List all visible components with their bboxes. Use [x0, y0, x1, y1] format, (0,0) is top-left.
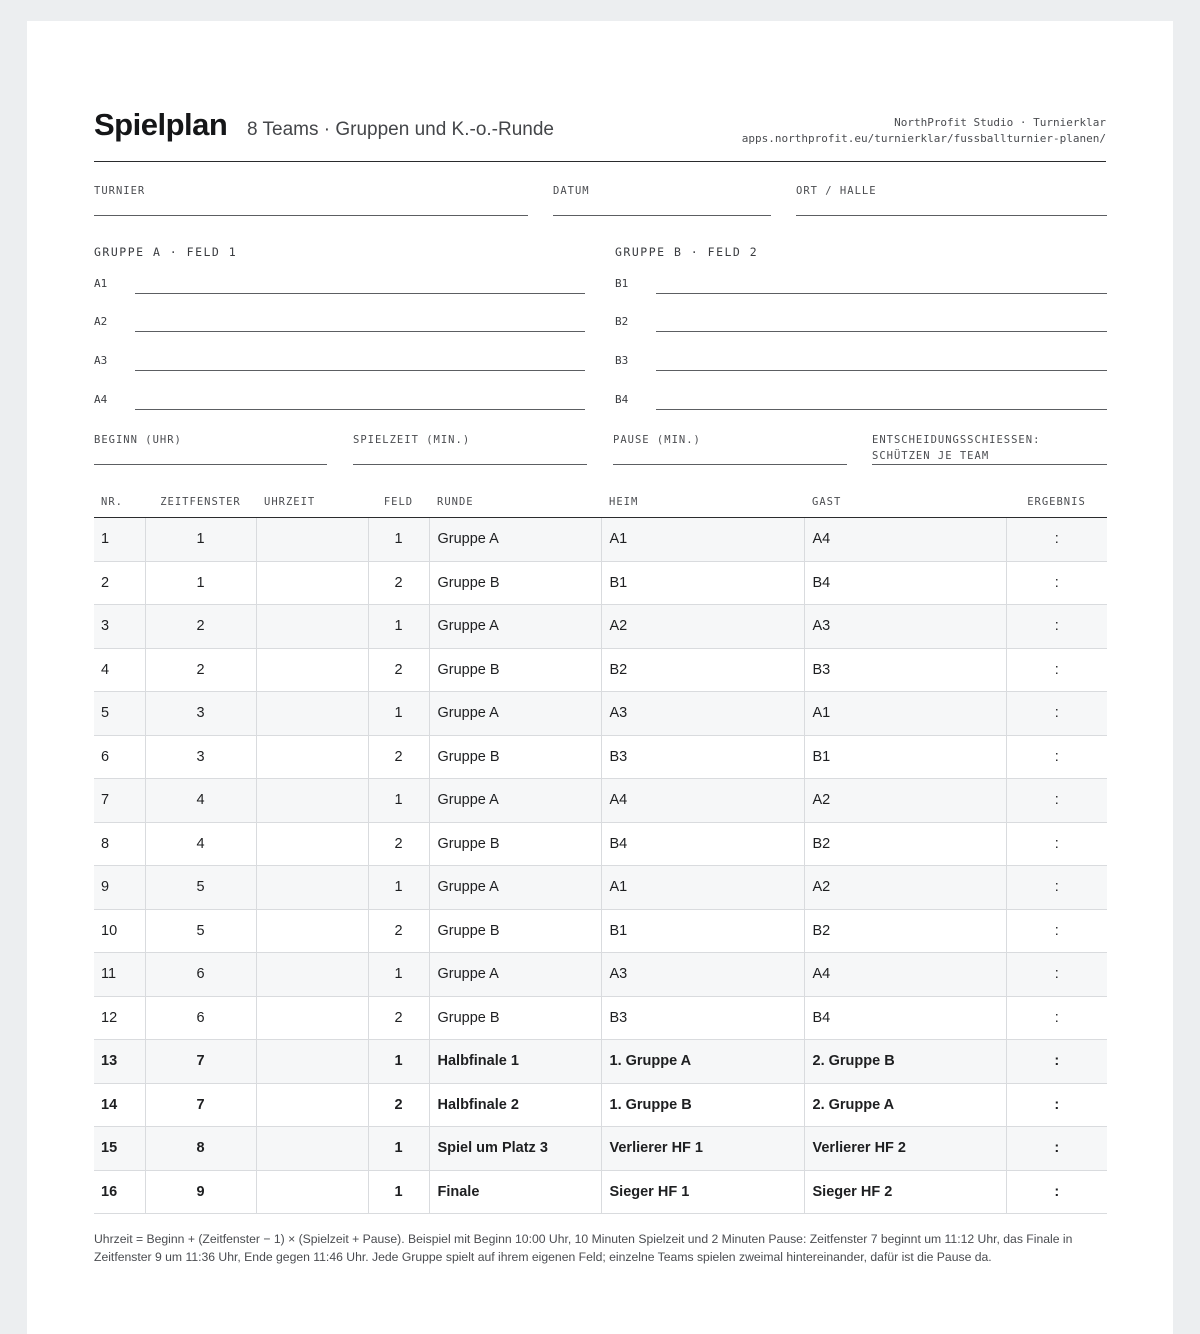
cell-feld: 2 [368, 1083, 429, 1127]
cell-uhrzeit[interactable] [256, 1127, 368, 1171]
slot-line [135, 370, 585, 371]
table-row [94, 779, 1107, 823]
cell-ergebnis[interactable]: : [1006, 1040, 1107, 1084]
cell-gast: 2. Gruppe B [804, 1040, 1006, 1084]
slot-code: A3 [94, 354, 108, 367]
cell-zeitfenster: 2 [145, 648, 256, 692]
schedule-table [94, 487, 1107, 1214]
col-header-heim: HEIM [601, 487, 804, 518]
cell-uhrzeit[interactable] [256, 518, 368, 562]
sheet-header [94, 109, 1106, 162]
cell-runde: Halbfinale 2 [429, 1083, 601, 1127]
cell-runde: Gruppe B [429, 735, 601, 779]
cell-nr: 15 [94, 1127, 145, 1171]
slot-line [656, 293, 1107, 294]
shootout-label [872, 432, 1040, 464]
cell-ergebnis[interactable]: : [1006, 735, 1107, 779]
cell-uhrzeit[interactable] [256, 953, 368, 997]
slot-line [135, 293, 585, 294]
table-row [94, 909, 1107, 953]
cell-heim: B3 [601, 996, 804, 1040]
cell-ergebnis[interactable]: : [1006, 605, 1107, 649]
ort-field[interactable] [796, 183, 1107, 216]
cell-uhrzeit[interactable] [256, 1083, 368, 1127]
cell-zeitfenster: 6 [145, 996, 256, 1040]
table-row [94, 996, 1107, 1040]
cell-ergebnis[interactable]: : [1006, 866, 1107, 910]
cell-nr: 1 [94, 518, 145, 562]
cell-ergebnis[interactable]: : [1006, 953, 1107, 997]
cell-zeitfenster: 8 [145, 1127, 256, 1171]
cell-gast: A4 [804, 953, 1006, 997]
cell-feld: 2 [368, 561, 429, 605]
cell-nr: 16 [94, 1170, 145, 1214]
slot-code: A2 [94, 315, 108, 328]
cell-ergebnis[interactable]: : [1006, 518, 1107, 562]
cell-runde: Gruppe A [429, 605, 601, 649]
cell-nr: 8 [94, 822, 145, 866]
cell-runde: Gruppe B [429, 909, 601, 953]
cell-gast: A2 [804, 779, 1006, 823]
cell-runde: Gruppe B [429, 822, 601, 866]
cell-gast: A1 [804, 692, 1006, 736]
cell-gast: B4 [804, 561, 1006, 605]
table-row [94, 648, 1107, 692]
cell-gast: B3 [804, 648, 1006, 692]
cell-nr: 3 [94, 605, 145, 649]
cell-uhrzeit[interactable] [256, 605, 368, 649]
slot-code: B1 [615, 277, 629, 290]
group-a-slot-2[interactable] [94, 315, 585, 335]
footnote: Uhrzeit = Beginn + (Zeitfenster − 1) × (Spielzeit + Pause). Beispiel mit Beginn 10:00 Uhr, 10 Minuten Spielzeit und 2 Minuten Pause: Zeitfenster 7 beginnt um 11:12 Uhr, das Finale in Zeitfenster 9 um 11:36 Uhr, Ende gegen 11:46 Uhr. Jede Gruppe spielt auf ihrem eigenen Feld; einzelne Teams spielen zweimal hintereinander, dafür ist die Pause da. [94, 1232, 1073, 1264]
pause-field[interactable] [613, 432, 847, 465]
cell-feld: 1 [368, 692, 429, 736]
group-b-slot-1[interactable] [615, 277, 1107, 297]
cell-ergebnis[interactable]: : [1006, 561, 1107, 605]
table-row [94, 1170, 1107, 1214]
cell-runde: Gruppe A [429, 953, 601, 997]
cell-runde: Gruppe A [429, 866, 601, 910]
schedule-sheet [27, 21, 1173, 1334]
cell-heim: A1 [601, 518, 804, 562]
cell-gast: B4 [804, 996, 1006, 1040]
group-a-slot-1[interactable] [94, 277, 585, 297]
cell-uhrzeit[interactable] [256, 866, 368, 910]
cell-runde: Gruppe A [429, 692, 601, 736]
slot-code: B4 [615, 393, 629, 406]
cell-runde: Gruppe B [429, 996, 601, 1040]
cell-feld: 2 [368, 822, 429, 866]
group-a-slot-3[interactable] [94, 354, 585, 374]
cell-zeitfenster: 4 [145, 822, 256, 866]
page-title: Spielplan [94, 107, 228, 142]
slot-line [656, 409, 1107, 410]
cell-heim: B1 [601, 909, 804, 953]
cell-heim: A4 [601, 779, 804, 823]
cell-zeitfenster: 1 [145, 561, 256, 605]
page-subtitle: 8 Teams · Gruppen und K.-o.-Runde [247, 119, 554, 140]
cell-heim: A3 [601, 953, 804, 997]
group-a-slot-4[interactable] [94, 393, 585, 413]
turnier-field[interactable] [94, 183, 528, 216]
table-header-row [94, 487, 1107, 518]
cell-nr: 10 [94, 909, 145, 953]
table-row [94, 735, 1107, 779]
spielzeit-field[interactable] [353, 432, 587, 465]
cell-feld: 1 [368, 1127, 429, 1171]
cell-uhrzeit[interactable] [256, 648, 368, 692]
cell-heim: A1 [601, 866, 804, 910]
cell-runde: Gruppe B [429, 561, 601, 605]
cell-heim: B2 [601, 648, 804, 692]
cell-uhrzeit[interactable] [256, 996, 368, 1040]
cell-gast: A4 [804, 518, 1006, 562]
cell-feld: 2 [368, 648, 429, 692]
cell-zeitfenster: 7 [145, 1083, 256, 1127]
slot-line [135, 409, 585, 410]
table-row [94, 1083, 1107, 1127]
cell-feld: 2 [368, 996, 429, 1040]
datum-label: DATUM [553, 185, 590, 197]
brand-url: apps.northprofit.eu/turnierklar/fussballturnier-planen/ [741, 132, 1106, 145]
slot-code: A1 [94, 277, 108, 290]
cell-gast: Sieger HF 2 [804, 1170, 1006, 1214]
cell-zeitfenster: 7 [145, 1040, 256, 1084]
cell-runde: Halbfinale 1 [429, 1040, 601, 1084]
cell-zeitfenster: 3 [145, 692, 256, 736]
cell-feld: 2 [368, 735, 429, 779]
cell-uhrzeit[interactable] [256, 909, 368, 953]
cell-heim: A2 [601, 605, 804, 649]
spielzeit-label: SPIELZEIT (MIN.) [353, 434, 471, 446]
table-row [94, 518, 1107, 562]
slot-code: B2 [615, 315, 629, 328]
table-row [94, 866, 1107, 910]
cell-runde: Gruppe A [429, 779, 601, 823]
group-b-slot-2[interactable] [615, 315, 1107, 335]
cell-feld: 1 [368, 779, 429, 823]
cell-gast: B2 [804, 909, 1006, 953]
ort-label: ORT / HALLE [796, 185, 877, 197]
cell-heim: 1. Gruppe B [601, 1083, 804, 1127]
cell-zeitfenster: 9 [145, 1170, 256, 1214]
col-header-runde: RUNDE [429, 487, 601, 518]
cell-uhrzeit[interactable] [256, 779, 368, 823]
cell-heim: B4 [601, 822, 804, 866]
group-a-title: GRUPPE A · FELD 1 [94, 245, 238, 259]
table-row [94, 561, 1107, 605]
cell-heim: B3 [601, 735, 804, 779]
datum-field[interactable] [553, 183, 771, 216]
shootout-label-line1: ENTSCHEIDUNGSSCHIESSEN: [872, 434, 1041, 446]
cell-nr: 13 [94, 1040, 145, 1084]
cell-gast: B1 [804, 735, 1006, 779]
cell-nr: 2 [94, 561, 145, 605]
cell-ergebnis[interactable]: : [1006, 996, 1107, 1040]
cell-feld: 1 [368, 518, 429, 562]
cell-feld: 1 [368, 605, 429, 649]
table-row [94, 1127, 1107, 1171]
col-header-gast: GAST [804, 487, 1006, 518]
group-b-title: GRUPPE B · FELD 2 [615, 245, 759, 259]
cell-feld: 1 [368, 953, 429, 997]
cell-zeitfenster: 4 [145, 779, 256, 823]
cell-nr: 12 [94, 996, 145, 1040]
cell-runde: Spiel um Platz 3 [429, 1127, 601, 1171]
table-row [94, 822, 1107, 866]
cell-nr: 6 [94, 735, 145, 779]
schedule-rows [94, 518, 1107, 1214]
col-header-ergebnis: ERGEBNIS [1006, 487, 1107, 518]
cell-runde: Gruppe A [429, 518, 601, 562]
beginn-label: BEGINN (UHR) [94, 434, 182, 446]
brand-name: NorthProfit Studio · Turnierklar [894, 116, 1106, 129]
cell-ergebnis[interactable]: : [1006, 779, 1107, 823]
cell-nr: 4 [94, 648, 145, 692]
cell-heim: A3 [601, 692, 804, 736]
table-row [94, 1040, 1107, 1084]
cell-runde: Gruppe B [429, 648, 601, 692]
brand-block [742, 115, 1106, 147]
cell-gast: Verlierer HF 2 [804, 1127, 1006, 1171]
cell-uhrzeit[interactable] [256, 735, 368, 779]
cell-zeitfenster: 2 [145, 605, 256, 649]
pause-label: PAUSE (MIN.) [613, 434, 701, 446]
cell-uhrzeit[interactable] [256, 692, 368, 736]
cell-ergebnis[interactable]: : [1006, 909, 1107, 953]
cell-feld: 2 [368, 909, 429, 953]
col-header-nr: NR. [94, 487, 145, 518]
cell-nr: 5 [94, 692, 145, 736]
col-header-uhrzeit: UHRZEIT [256, 487, 368, 518]
cell-uhrzeit[interactable] [256, 561, 368, 605]
cell-gast: B2 [804, 822, 1006, 866]
cell-heim: Sieger HF 1 [601, 1170, 804, 1214]
cell-heim: Verlierer HF 1 [601, 1127, 804, 1171]
cell-zeitfenster: 6 [145, 953, 256, 997]
table-row [94, 692, 1107, 736]
cell-ergebnis[interactable]: : [1006, 1127, 1107, 1171]
slot-line [135, 331, 585, 332]
cell-feld: 1 [368, 1170, 429, 1214]
group-b-slot-4[interactable] [615, 393, 1107, 413]
cell-ergebnis[interactable]: : [1006, 822, 1107, 866]
cell-nr: 11 [94, 953, 145, 997]
cell-ergebnis[interactable]: : [1006, 1083, 1107, 1127]
table-row [94, 605, 1107, 649]
cell-uhrzeit[interactable] [256, 1040, 368, 1084]
table-row [94, 953, 1107, 997]
cell-nr: 9 [94, 866, 145, 910]
slot-code: B3 [615, 354, 629, 367]
cell-gast: A3 [804, 605, 1006, 649]
cell-zeitfenster: 3 [145, 735, 256, 779]
cell-gast: A2 [804, 866, 1006, 910]
cell-feld: 1 [368, 866, 429, 910]
cell-heim: B1 [601, 561, 804, 605]
cell-uhrzeit[interactable] [256, 822, 368, 866]
shootout-label-line2: SCHÜTZEN JE TEAM [872, 450, 990, 462]
cell-uhrzeit[interactable] [256, 1170, 368, 1214]
cell-zeitfenster: 5 [145, 909, 256, 953]
turnier-label: TURNIER [94, 185, 146, 197]
cell-heim: 1. Gruppe A [601, 1040, 804, 1084]
cell-ergebnis[interactable]: : [1006, 648, 1107, 692]
col-header-feld: FELD [368, 487, 429, 518]
slot-line [656, 370, 1107, 371]
cell-nr: 14 [94, 1083, 145, 1127]
slot-code: A4 [94, 393, 108, 406]
cell-zeitfenster: 1 [145, 518, 256, 562]
beginn-field[interactable] [94, 432, 327, 465]
col-header-zeitfenster: ZEITFENSTER [145, 487, 256, 518]
cell-runde: Finale [429, 1170, 601, 1214]
cell-zeitfenster: 5 [145, 866, 256, 910]
cell-ergebnis[interactable]: : [1006, 692, 1107, 736]
cell-feld: 1 [368, 1040, 429, 1084]
cell-gast: 2. Gruppe A [804, 1083, 1006, 1127]
cell-nr: 7 [94, 779, 145, 823]
group-b-slot-3[interactable] [615, 354, 1107, 374]
cell-ergebnis[interactable]: : [1006, 1170, 1107, 1214]
shootout-field[interactable] [872, 432, 1107, 465]
slot-line [656, 331, 1107, 332]
